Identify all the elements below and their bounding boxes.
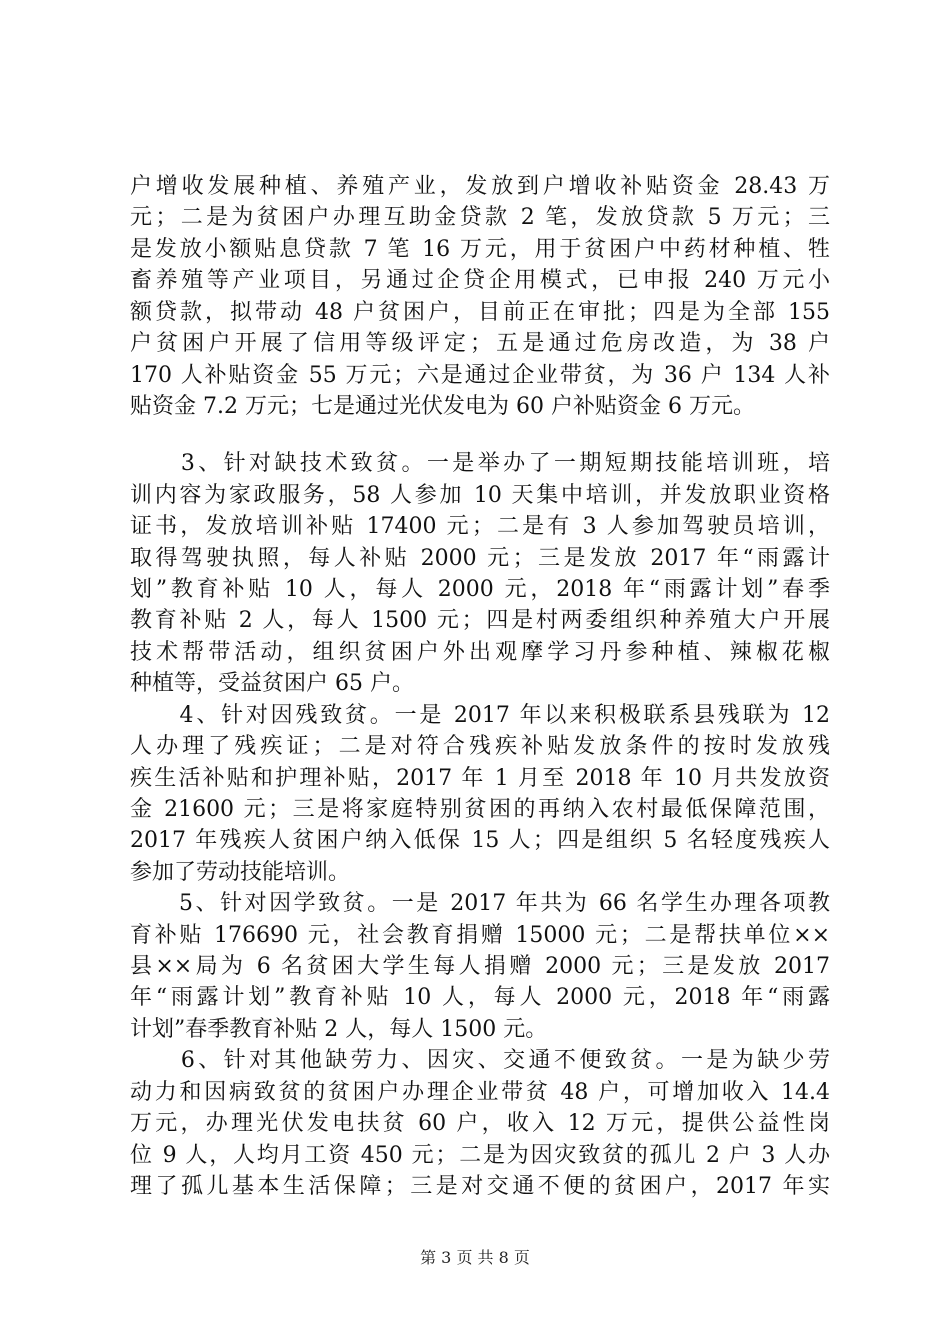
text-line: 县××局为 6 名贫困大学生每人捐赠 2000 元；三是发放 2017 — [130, 954, 830, 979]
text-line: 理了孤儿基本生活保障；三是对交通不便的贫困户，2017 年实 — [130, 1174, 830, 1199]
text-line: 户贫困户开展了信用等级评定；五是通过危房改造，为 38 户 — [130, 331, 830, 356]
text-line: 教育补贴 2 人，每人 1500 元；四是村两委组织种养殖大户开展 — [130, 608, 830, 633]
text-line: 万元，办理光伏发电扶贫 60 户，收入 12 万元，提供公益性岗 — [130, 1111, 830, 1136]
text-line: 170 人补贴资金 55 万元；六是通过企业带贫，为 36 户 134 人补 — [130, 363, 830, 388]
text-line: 畜养殖等产业项目，另通过企贷企用模式，已申报 240 万元小 — [130, 268, 830, 293]
text-line: 4、针对因残致贫。一是 2017 年以来积极联系县残联为 12 — [130, 703, 830, 728]
text-line: 取得驾驶执照，每人补贴 2000 元；三是发放 2017 年“雨露计 — [130, 546, 830, 571]
text-line: 贴资金 7.2 万元；七是通过光伏发电为 60 户补贴资金 6 万元。 — [130, 394, 755, 419]
text-line: 人办理了残疾证；二是对符合残疾补贴发放条件的按时发放残 — [130, 734, 830, 759]
text-line: 疾生活补贴和护理补贴，2017 年 1 月至 2018 年 10 月共发放资 — [130, 766, 830, 791]
text-line: 年“雨露计划”教育补贴 10 人，每人 2000 元，2018 年“雨露 — [130, 985, 830, 1010]
text-line: 证书，发放培训补贴 17400 元；二是有 3 人参加驾驶员培训， — [130, 514, 830, 539]
text-line: 技术帮带活动，组织贫困户外出观摩学习丹参种植、辣椒花椒 — [130, 640, 830, 665]
text-line: 元；二是为贫困户办理互助金贷款 2 笔，发放贷款 5 万元；三 — [130, 205, 830, 230]
text-line: 种植等，受益贫困户 65 户。 — [130, 671, 414, 696]
text-line: 育补贴 176690 元，社会教育捐赠 15000 元；二是帮扶单位×× — [130, 923, 830, 948]
text-line: 户增收发展种植、养殖产业，发放到户增收补贴资金 28.43 万 — [130, 174, 830, 199]
text-line: 位 9 人，人均月工资 450 元；二是为因灾致贫的孤儿 2 户 3 人办 — [130, 1143, 830, 1168]
text-line: 参加了劳动技能培训。 — [130, 860, 351, 885]
page-footer: 第 3 页 共 8 页 — [420, 1248, 530, 1267]
text-line: 是发放小额贴息贷款 7 笔 16 万元，用于贫困户中药材种植、牲 — [130, 237, 830, 262]
text-line: 划”教育补贴 10 人，每人 2000 元，2018 年“雨露计划”春季 — [130, 577, 830, 602]
text-line: 金 21600 元；三是将家庭特别贫困的再纳入农村最低保障范围， — [130, 797, 830, 822]
text-line: 训内容为家政服务，58 人参加 10 天集中培训，并发放职业资格 — [130, 483, 830, 508]
text-line: 额贷款，拟带动 48 户贫困户，目前正在审批；四是为全部 155 — [130, 300, 830, 325]
text-line: 2017 年残疾人贫困户纳入低保 15 人；四是组织 5 名轻度残疾人 — [130, 828, 830, 853]
text-line: 计划”春季教育补贴 2 人，每人 1500 元。 — [130, 1017, 548, 1042]
text-line: 动力和因病致贫的贫困户办理企业带贫 48 户，可增加收入 14.4 — [130, 1080, 830, 1105]
text-line: 5、针对因学致贫。一是 2017 年共为 66 名学生办理各项教 — [130, 891, 830, 916]
text-line: 3、针对缺技术致贫。一是举办了一期短期技能培训班，培 — [130, 451, 830, 476]
text-line: 6、针对其他缺劳力、因灾、交通不便致贫。一是为缺少劳 — [130, 1048, 830, 1073]
